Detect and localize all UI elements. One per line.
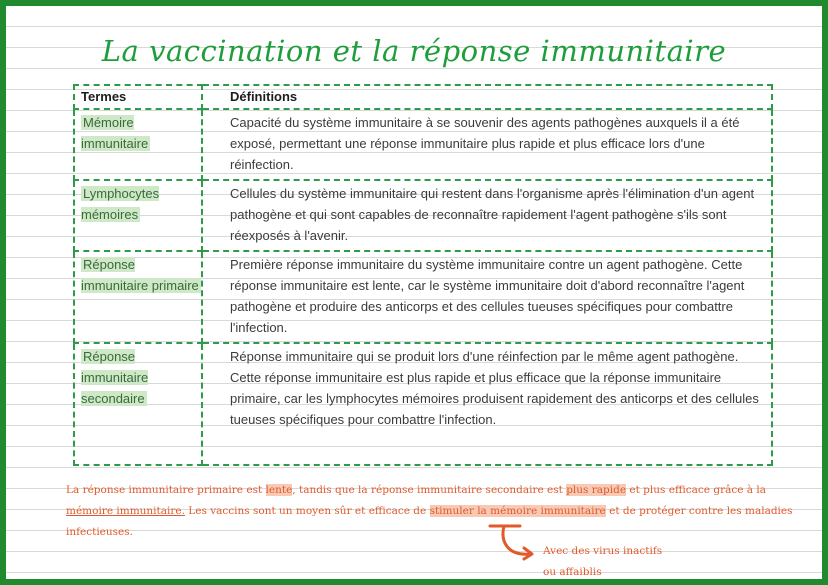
term-cell (74, 180, 202, 251)
term-cell (74, 343, 202, 465)
term-lymphocytes-memoires: Lymphocytes mémoires (81, 186, 160, 222)
term-cell (74, 251, 202, 343)
term-cell (74, 109, 202, 180)
annotation-arrow-icon (486, 522, 546, 562)
term-memoire-immunitaire: Mémoire immunitaire (81, 115, 149, 151)
definition-cell: Cellules du système immunitaire qui restent dans l'organisme après l'élimination d'un agent pathogène et qui sont capables de reconnaître rapidement l'agent pathogène s'ils sont réexposés à l'avenir. (202, 180, 772, 251)
summary-text: et de protéger contre les maladies infectieuses. (66, 505, 793, 538)
table-row (74, 109, 772, 180)
handwritten-note (543, 541, 743, 579)
notebook-page (6, 6, 822, 579)
highlight-plus-rapide: plus rapide (566, 484, 627, 496)
summary-text: La réponse immunitaire primaire est (66, 484, 266, 496)
term-reponse-primaire: Réponse immunitaire primaire (81, 257, 199, 293)
table-row (74, 251, 772, 343)
header-terms: Termes (74, 85, 202, 109)
table-row (74, 180, 772, 251)
highlight-lente: lente (265, 484, 293, 496)
page-title: La vaccination et la réponse immunitaire (101, 34, 727, 68)
note-line-1: Avec des virus inactifs (543, 545, 663, 557)
definition-cell: Première réponse immunitaire du système immunitaire contre un agent pathogène. Cette réponse immunitaire est lente, car le système immunitaire doit d'abord reconnaître l'agent pathogène et produire des anticorps et des cellules tueuses spécifiques pour combattre l'infection. (202, 251, 772, 343)
definition-cell: Réponse immunitaire qui se produit lors d'une réinfection par le même agent pathogène. Cette réponse immunitaire est plus rapide et plus efficace que la réponse immunitaire primaire, car les lymphocytes mémoires produisent rapidement des anticorps et des cellules tueuses spécifiques pour combattre l'infection. (202, 343, 772, 465)
term-reponse-secondaire: Réponse immunitaire secondaire (81, 349, 149, 406)
summary-text: , tandis que la réponse immunitaire secondaire est (292, 484, 567, 496)
table-header-row (74, 85, 772, 109)
definition-cell: Capacité du système immunitaire à se souvenir des agents pathogènes auxquels il a été exposé, permettant une réponse immunitaire plus rapide et plus efficace lors d'une réinfection. (202, 109, 772, 180)
definitions-table (73, 84, 773, 466)
note-line-2: ou affaiblis (543, 566, 602, 578)
highlight-stimuler: stimuler la mémoire immunitaire (429, 505, 606, 517)
summary-text: et plus efficace grâce à la (626, 484, 767, 496)
underlined-memoire-immunitaire: mémoire immunitaire. (66, 505, 185, 517)
header-definitions: Définitions (202, 85, 772, 109)
summary-text: Les vaccins sont un moyen sûr et efficace de (184, 505, 430, 517)
table-row (74, 343, 772, 465)
summary-paragraph (66, 480, 811, 543)
